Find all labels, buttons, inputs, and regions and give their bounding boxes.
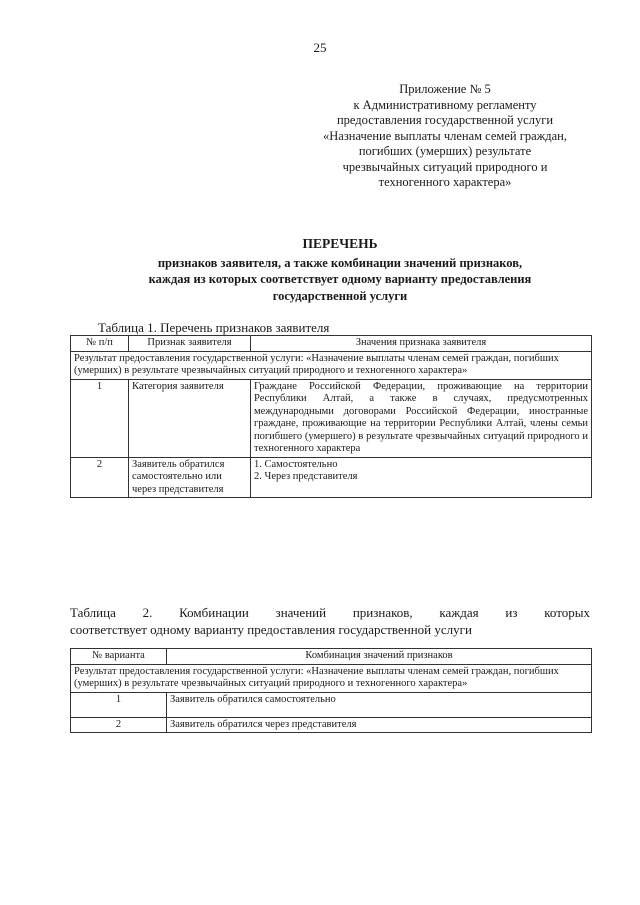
result-cell: Результат предоставления государственной услуги: «Назначение выплаты членам семей граждан, погибших (умерших) в результате чрезвычайных ситуаций природного и техногенного характера» [71,664,592,692]
appendix-line: техногенного характера» [378,175,512,189]
row-value [251,457,592,498]
heading-line: государственной услуги [272,288,408,303]
heading-title: ПЕРЕЧЕНЬ [302,236,378,251]
table-row [71,692,592,717]
header-sign: Признак заявителя [129,336,251,352]
table-row [71,457,592,498]
caption-line: соответствует одному варианту предоставления государственной услуги [70,622,472,637]
appendix-line: предоставления государственной услуги [336,113,554,127]
row-value: Граждане Российской Федерации, проживающие на территории Республики Алтай, а также в случаях, предусмотренных международными договорами Российской Федерации, иностранные граждане, проживающие на территории Республики Алтай, члены семьи погибшего (умершего) в результате чрезвычайных ситуаций природного и техногенного характера [251,379,592,457]
combinations-table [70,648,592,733]
row-combo: Заявитель обратился через представителя [167,717,592,733]
table-row [71,717,592,733]
table-row [71,664,592,692]
value-option: 2. Через представителя [254,471,358,482]
result-cell: Результат предоставления государственной услуги: «Назначение выплаты членам семей граждан, погибших (умерших) в результате чрезвычайных ситуаций природного и техногенного характера» [71,351,592,379]
table-row [71,379,592,457]
appendix-line: погибших (умерших) результате [358,144,532,158]
row-combo: Заявитель обратился самостоятельно [167,692,592,717]
table1-caption: Таблица 1. Перечень признаков заявителя [98,320,330,335]
row-sign: Категория заявителя [129,379,251,457]
table-row [71,351,592,379]
appendix-line: «Назначение выплаты членам семей граждан, [323,128,567,143]
appendix-line: Приложение № 5 [399,82,491,96]
row-sign: Заявитель обратился самостоятельно или через представителя [129,457,251,498]
appendix-block [300,82,590,191]
table2-caption [70,604,590,638]
heading-line: признаков заявителя, а также комбинации значений признаков, [157,255,523,270]
heading-line: каждая из которых соответствует одному варианту предоставления [148,272,532,286]
applicant-signs-table [70,335,592,498]
value-option: 1. Самостоятельно [254,458,338,470]
row-num: 2 [71,457,129,498]
appendix-line: к Административному регламенту [353,97,537,112]
row-num: 2 [71,717,167,733]
header-combo: Комбинация значений признаков [167,649,592,665]
row-num: 1 [71,379,129,457]
row-num: 1 [71,692,167,717]
header-values: Значения признака заявителя [251,336,592,352]
page-number: 25 [313,40,327,55]
header-num: № варианта [71,649,167,665]
caption-line: Таблица 2. Комбинации значений признаков, каждая из которых [70,605,590,620]
document-heading [70,236,610,304]
header-num: № п/п [71,336,129,352]
appendix-line: чрезвычайных ситуаций природного и [342,159,548,174]
table-header-row [71,649,592,665]
table-header-row [71,336,592,352]
